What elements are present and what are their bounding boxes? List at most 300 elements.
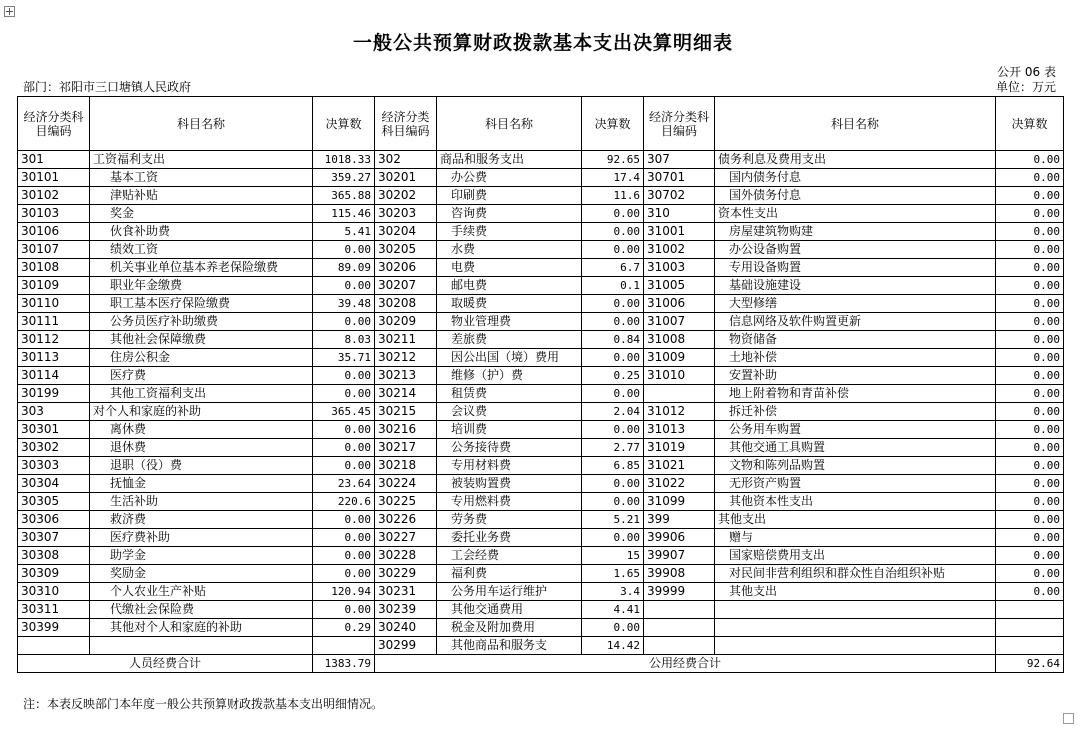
- table-row: [18, 349, 1064, 367]
- code-cell: 31010: [644, 367, 715, 385]
- amount-cell: 0.00: [313, 529, 375, 547]
- code-cell: 30217: [375, 439, 437, 457]
- amount-cell: 11.6: [582, 187, 644, 205]
- table-row: [18, 169, 1064, 187]
- code-cell: 303: [18, 403, 90, 421]
- name-cell: 伙食补助费: [90, 223, 313, 241]
- name-cell: 住房公积金: [90, 349, 313, 367]
- amount-cell: 0.00: [996, 547, 1064, 565]
- amount-cell: 0.25: [582, 367, 644, 385]
- amount-cell: 3.4: [582, 583, 644, 601]
- code-cell: 30307: [18, 529, 90, 547]
- name-cell: 抚恤金: [90, 475, 313, 493]
- name-cell: 奖金: [90, 205, 313, 223]
- amount-cell: 0.00: [996, 169, 1064, 187]
- name-cell: 对民间非营利组织和群众性自治组织补贴: [715, 565, 996, 583]
- name-cell: 公务用车购置: [715, 421, 996, 439]
- code-cell: 30112: [18, 331, 90, 349]
- name-cell: 物资储备: [715, 331, 996, 349]
- name-cell: 差旅费: [437, 331, 582, 349]
- name-cell: [90, 637, 313, 655]
- code-cell: 30103: [18, 205, 90, 223]
- code-cell: [18, 637, 90, 655]
- code-cell: 30225: [375, 493, 437, 511]
- code-cell: 30310: [18, 583, 90, 601]
- code-cell: [644, 385, 715, 403]
- code-cell: 31008: [644, 331, 715, 349]
- amount-cell: [313, 637, 375, 655]
- name-cell: 租赁费: [437, 385, 582, 403]
- name-cell: 职业年金缴费: [90, 277, 313, 295]
- amount-cell: 0.00: [313, 457, 375, 475]
- amount-cell: 0.00: [313, 511, 375, 529]
- code-cell: 30106: [18, 223, 90, 241]
- name-cell: 国内债务付息: [715, 169, 996, 187]
- name-cell: 津贴补贴: [90, 187, 313, 205]
- name-cell: 专用燃料费: [437, 493, 582, 511]
- code-cell: 30107: [18, 241, 90, 259]
- table-row: [18, 547, 1064, 565]
- name-cell: 商品和服务支出: [437, 151, 582, 169]
- name-cell: [715, 637, 996, 655]
- table-row: [18, 223, 1064, 241]
- amount-cell: 14.42: [582, 637, 644, 655]
- amount-cell: 0.00: [582, 385, 644, 403]
- amount-cell: 4.41: [582, 601, 644, 619]
- totals-row: [18, 655, 1064, 673]
- name-cell: 工会经费: [437, 547, 582, 565]
- code-cell: 30102: [18, 187, 90, 205]
- name-cell: 拆迁补偿: [715, 403, 996, 421]
- code-cell: 30218: [375, 457, 437, 475]
- amount-cell: [996, 637, 1064, 655]
- code-cell: 30204: [375, 223, 437, 241]
- table-row: [18, 457, 1064, 475]
- code-cell: 30215: [375, 403, 437, 421]
- amount-cell: 0.29: [313, 619, 375, 637]
- code-cell: 30109: [18, 277, 90, 295]
- name-cell: 培训费: [437, 421, 582, 439]
- code-cell: 30302: [18, 439, 90, 457]
- table-row: [18, 331, 1064, 349]
- name-cell: 离休费: [90, 421, 313, 439]
- table-row: [18, 565, 1064, 583]
- personnel-total-value: 1383.79: [313, 655, 375, 673]
- amount-cell: 0.00: [313, 601, 375, 619]
- name-cell: 国家赔偿费用支出: [715, 547, 996, 565]
- amount-cell: 2.77: [582, 439, 644, 457]
- name-cell: 无形资产购置: [715, 475, 996, 493]
- code-cell: 30101: [18, 169, 90, 187]
- code-cell: 399: [644, 511, 715, 529]
- header-code-2: 经济分类科目编码: [375, 97, 437, 151]
- amount-cell: 0.00: [996, 493, 1064, 511]
- code-cell: 31005: [644, 277, 715, 295]
- amount-cell: 0.00: [996, 439, 1064, 457]
- name-cell: 其他资本性支出: [715, 493, 996, 511]
- header-amount-2: 决算数: [582, 97, 644, 151]
- amount-cell: 0.00: [313, 385, 375, 403]
- amount-cell: 5.41: [313, 223, 375, 241]
- code-cell: 301: [18, 151, 90, 169]
- code-cell: 30114: [18, 367, 90, 385]
- name-cell: 邮电费: [437, 277, 582, 295]
- code-cell: 30211: [375, 331, 437, 349]
- code-cell: 30212: [375, 349, 437, 367]
- code-cell: 30229: [375, 565, 437, 583]
- name-cell: 救济费: [90, 511, 313, 529]
- code-cell: [644, 637, 715, 655]
- footnote: 注：本表反映部门本年度一般公共预算财政拨款基本支出明细情况。: [23, 697, 384, 711]
- code-cell: 31003: [644, 259, 715, 277]
- amount-cell: 23.64: [313, 475, 375, 493]
- table-row: [18, 151, 1064, 169]
- amount-cell: 92.65: [582, 151, 644, 169]
- code-cell: 30231: [375, 583, 437, 601]
- header-name-2: 科目名称: [437, 97, 582, 151]
- name-cell: 安置补助: [715, 367, 996, 385]
- amount-cell: 0.00: [996, 529, 1064, 547]
- code-cell: 39907: [644, 547, 715, 565]
- name-cell: 其他支出: [715, 511, 996, 529]
- code-cell: 30199: [18, 385, 90, 403]
- amount-cell: 0.84: [582, 331, 644, 349]
- expenditure-detail-table: [17, 96, 1064, 673]
- code-cell: 30399: [18, 619, 90, 637]
- amount-cell: 220.6: [313, 493, 375, 511]
- table-row: [18, 367, 1064, 385]
- name-cell: 专用设备购置: [715, 259, 996, 277]
- name-cell: 生活补助: [90, 493, 313, 511]
- amount-cell: 0.1: [582, 277, 644, 295]
- table-row: [18, 295, 1064, 313]
- name-cell: 医疗费补助: [90, 529, 313, 547]
- name-cell: 代缴社会保险费: [90, 601, 313, 619]
- table-header-row: [18, 97, 1064, 151]
- name-cell: 办公费: [437, 169, 582, 187]
- code-cell: 30208: [375, 295, 437, 313]
- code-cell: 31022: [644, 475, 715, 493]
- code-cell: 30303: [18, 457, 90, 475]
- table-row: [18, 475, 1064, 493]
- name-cell: 印刷费: [437, 187, 582, 205]
- code-cell: 30213: [375, 367, 437, 385]
- code-cell: 30240: [375, 619, 437, 637]
- name-cell: 退职（役）费: [90, 457, 313, 475]
- code-cell: 31021: [644, 457, 715, 475]
- header-name-1: 科目名称: [90, 97, 313, 151]
- code-cell: 30239: [375, 601, 437, 619]
- code-cell: 31099: [644, 493, 715, 511]
- name-cell: 其他交通工具购置: [715, 439, 996, 457]
- code-cell: [644, 619, 715, 637]
- table-resize-handle-icon[interactable]: [1063, 713, 1074, 724]
- code-cell: 31006: [644, 295, 715, 313]
- code-cell: 31001: [644, 223, 715, 241]
- name-cell: 房屋建筑物购建: [715, 223, 996, 241]
- name-cell: 其他对个人和家庭的补助: [90, 619, 313, 637]
- table-row: [18, 637, 1064, 655]
- amount-cell: 0.00: [996, 313, 1064, 331]
- amount-cell: 35.71: [313, 349, 375, 367]
- code-cell: 30113: [18, 349, 90, 367]
- code-cell: 30702: [644, 187, 715, 205]
- public-total-value: 92.64: [996, 655, 1064, 673]
- table-row: [18, 277, 1064, 295]
- amount-cell: 0.00: [996, 511, 1064, 529]
- name-cell: 水费: [437, 241, 582, 259]
- name-cell: 电费: [437, 259, 582, 277]
- amount-cell: 0.00: [996, 295, 1064, 313]
- amount-cell: 359.27: [313, 169, 375, 187]
- table-row: [18, 439, 1064, 457]
- name-cell: 地上附着物和青苗补偿: [715, 385, 996, 403]
- amount-cell: 0.00: [996, 151, 1064, 169]
- code-cell: 30216: [375, 421, 437, 439]
- amount-cell: 0.00: [996, 331, 1064, 349]
- table-row: [18, 511, 1064, 529]
- table-row: [18, 421, 1064, 439]
- code-cell: 30301: [18, 421, 90, 439]
- amount-cell: 0.00: [996, 403, 1064, 421]
- name-cell: 办公设备购置: [715, 241, 996, 259]
- name-cell: [715, 619, 996, 637]
- public-total-label: 公用经费合计: [375, 655, 996, 673]
- code-cell: 30224: [375, 475, 437, 493]
- code-cell: 31009: [644, 349, 715, 367]
- amount-cell: 0.00: [996, 223, 1064, 241]
- name-cell: 其他交通费用: [437, 601, 582, 619]
- name-cell: 其他工资福利支出: [90, 385, 313, 403]
- table-body: [18, 151, 1064, 655]
- code-cell: 30209: [375, 313, 437, 331]
- table-row: [18, 313, 1064, 331]
- amount-cell: [996, 601, 1064, 619]
- name-cell: 赠与: [715, 529, 996, 547]
- table-row: [18, 601, 1064, 619]
- code-cell: 39906: [644, 529, 715, 547]
- amount-cell: 0.00: [996, 565, 1064, 583]
- code-cell: 31002: [644, 241, 715, 259]
- amount-cell: 0.00: [996, 385, 1064, 403]
- table-row: [18, 583, 1064, 601]
- header-amount-1: 决算数: [313, 97, 375, 151]
- name-cell: 退休费: [90, 439, 313, 457]
- name-cell: 信息网络及软件购置更新: [715, 313, 996, 331]
- code-cell: 31012: [644, 403, 715, 421]
- table-row: [18, 619, 1064, 637]
- code-cell: 39908: [644, 565, 715, 583]
- amount-cell: 0.00: [582, 619, 644, 637]
- table-row: [18, 493, 1064, 511]
- amount-cell: 0.00: [996, 367, 1064, 385]
- name-cell: 物业管理费: [437, 313, 582, 331]
- name-cell: 基本工资: [90, 169, 313, 187]
- code-cell: 30111: [18, 313, 90, 331]
- code-cell: 30304: [18, 475, 90, 493]
- unit-label: 单位：万元: [995, 80, 1056, 94]
- header-code-3: 经济分类科目编码: [644, 97, 715, 151]
- name-cell: 债务利息及费用支出: [715, 151, 996, 169]
- code-cell: 30201: [375, 169, 437, 187]
- amount-cell: 365.88: [313, 187, 375, 205]
- amount-cell: 1018.33: [313, 151, 375, 169]
- amount-cell: 0.00: [313, 439, 375, 457]
- amount-cell: 6.85: [582, 457, 644, 475]
- name-cell: 被装购置费: [437, 475, 582, 493]
- code-cell: [644, 601, 715, 619]
- name-cell: 资本性支出: [715, 205, 996, 223]
- personnel-total-label: 人员经费合计: [18, 655, 313, 673]
- amount-cell: 0.00: [996, 241, 1064, 259]
- amount-cell: 17.4: [582, 169, 644, 187]
- name-cell: [715, 601, 996, 619]
- amount-cell: 0.00: [582, 313, 644, 331]
- header-code-1: 经济分类科目编码: [18, 97, 90, 151]
- name-cell: 绩效工资: [90, 241, 313, 259]
- name-cell: 劳务费: [437, 511, 582, 529]
- amount-cell: 0.00: [313, 277, 375, 295]
- amount-cell: 39.48: [313, 295, 375, 313]
- code-cell: 30205: [375, 241, 437, 259]
- page-title: 一般公共预算财政拨款基本支出决算明细表: [352, 32, 733, 54]
- name-cell: 奖励金: [90, 565, 313, 583]
- name-cell: 税金及附加费用: [437, 619, 582, 637]
- name-cell: 助学金: [90, 547, 313, 565]
- amount-cell: 15: [582, 547, 644, 565]
- code-cell: 302: [375, 151, 437, 169]
- code-cell: 30214: [375, 385, 437, 403]
- amount-cell: 115.46: [313, 205, 375, 223]
- table-row: [18, 529, 1064, 547]
- amount-cell: 0.00: [582, 205, 644, 223]
- name-cell: 公务员医疗补助缴费: [90, 313, 313, 331]
- name-cell: 专用材料费: [437, 457, 582, 475]
- table-row: [18, 259, 1064, 277]
- form-number: 公开 06 表: [997, 65, 1056, 79]
- amount-cell: 0.00: [996, 187, 1064, 205]
- name-cell: 取暖费: [437, 295, 582, 313]
- name-cell: 委托业务费: [437, 529, 582, 547]
- name-cell: 工资福利支出: [90, 151, 313, 169]
- code-cell: 30309: [18, 565, 90, 583]
- name-cell: 维修（护）费: [437, 367, 582, 385]
- amount-cell: 0.00: [996, 259, 1064, 277]
- amount-cell: 0.00: [996, 583, 1064, 601]
- amount-cell: 0.00: [582, 349, 644, 367]
- code-cell: 30202: [375, 187, 437, 205]
- name-cell: 其他社会保障缴费: [90, 331, 313, 349]
- amount-cell: 6.7: [582, 259, 644, 277]
- amount-cell: 0.00: [582, 421, 644, 439]
- amount-cell: 0.00: [313, 421, 375, 439]
- code-cell: 30110: [18, 295, 90, 313]
- table-row: [18, 205, 1064, 223]
- table-row: [18, 385, 1064, 403]
- code-cell: 39999: [644, 583, 715, 601]
- amount-cell: 8.03: [313, 331, 375, 349]
- name-cell: 国外债务付息: [715, 187, 996, 205]
- code-cell: 30306: [18, 511, 90, 529]
- amount-cell: 0.00: [582, 475, 644, 493]
- amount-cell: 0.00: [313, 565, 375, 583]
- amount-cell: 0.00: [313, 313, 375, 331]
- amount-cell: 1.65: [582, 565, 644, 583]
- amount-cell: 0.00: [582, 493, 644, 511]
- name-cell: 因公出国（境）费用: [437, 349, 582, 367]
- code-cell: 31007: [644, 313, 715, 331]
- amount-cell: 0.00: [313, 367, 375, 385]
- code-cell: 30207: [375, 277, 437, 295]
- code-cell: 310: [644, 205, 715, 223]
- amount-cell: 0.00: [582, 295, 644, 313]
- name-cell: 职工基本医疗保险缴费: [90, 295, 313, 313]
- table-move-handle-icon[interactable]: [4, 6, 15, 17]
- name-cell: 文物和陈列品购置: [715, 457, 996, 475]
- code-cell: 30228: [375, 547, 437, 565]
- code-cell: 30227: [375, 529, 437, 547]
- code-cell: 30701: [644, 169, 715, 187]
- name-cell: 大型修缮: [715, 295, 996, 313]
- table-row: [18, 241, 1064, 259]
- amount-cell: 2.04: [582, 403, 644, 421]
- amount-cell: 0.00: [582, 241, 644, 259]
- amount-cell: 0.00: [996, 457, 1064, 475]
- code-cell: 30305: [18, 493, 90, 511]
- amount-cell: 0.00: [313, 547, 375, 565]
- amount-cell: 0.00: [996, 349, 1064, 367]
- amount-cell: 5.21: [582, 511, 644, 529]
- amount-cell: 0.00: [996, 475, 1064, 493]
- header-name-3: 科目名称: [715, 97, 996, 151]
- name-cell: 公务用车运行维护: [437, 583, 582, 601]
- amount-cell: 0.00: [582, 529, 644, 547]
- name-cell: 对个人和家庭的补助: [90, 403, 313, 421]
- name-cell: 医疗费: [90, 367, 313, 385]
- name-cell: 手续费: [437, 223, 582, 241]
- code-cell: 30226: [375, 511, 437, 529]
- code-cell: 30108: [18, 259, 90, 277]
- code-cell: 307: [644, 151, 715, 169]
- amount-cell: 89.09: [313, 259, 375, 277]
- name-cell: 会议费: [437, 403, 582, 421]
- name-cell: 个人农业生产补贴: [90, 583, 313, 601]
- department-label: 部门：祁阳市三口塘镇人民政府: [23, 80, 192, 94]
- amount-cell: [996, 619, 1064, 637]
- amount-cell: 365.45: [313, 403, 375, 421]
- name-cell: 公务接待费: [437, 439, 582, 457]
- code-cell: 30311: [18, 601, 90, 619]
- amount-cell: 0.00: [582, 223, 644, 241]
- code-cell: 30203: [375, 205, 437, 223]
- amount-cell: 0.00: [996, 205, 1064, 223]
- amount-cell: 0.00: [996, 421, 1064, 439]
- amount-cell: 0.00: [996, 277, 1064, 295]
- name-cell: 土地补偿: [715, 349, 996, 367]
- code-cell: 30299: [375, 637, 437, 655]
- name-cell: 基础设施建设: [715, 277, 996, 295]
- code-cell: 30206: [375, 259, 437, 277]
- amount-cell: 0.00: [313, 241, 375, 259]
- table-row: [18, 187, 1064, 205]
- name-cell: 福利费: [437, 565, 582, 583]
- name-cell: 机关事业单位基本养老保险缴费: [90, 259, 313, 277]
- name-cell: 其他商品和服务支: [437, 637, 582, 655]
- amount-cell: 120.94: [313, 583, 375, 601]
- table-row: [18, 403, 1064, 421]
- header-amount-3: 决算数: [996, 97, 1064, 151]
- code-cell: 30308: [18, 547, 90, 565]
